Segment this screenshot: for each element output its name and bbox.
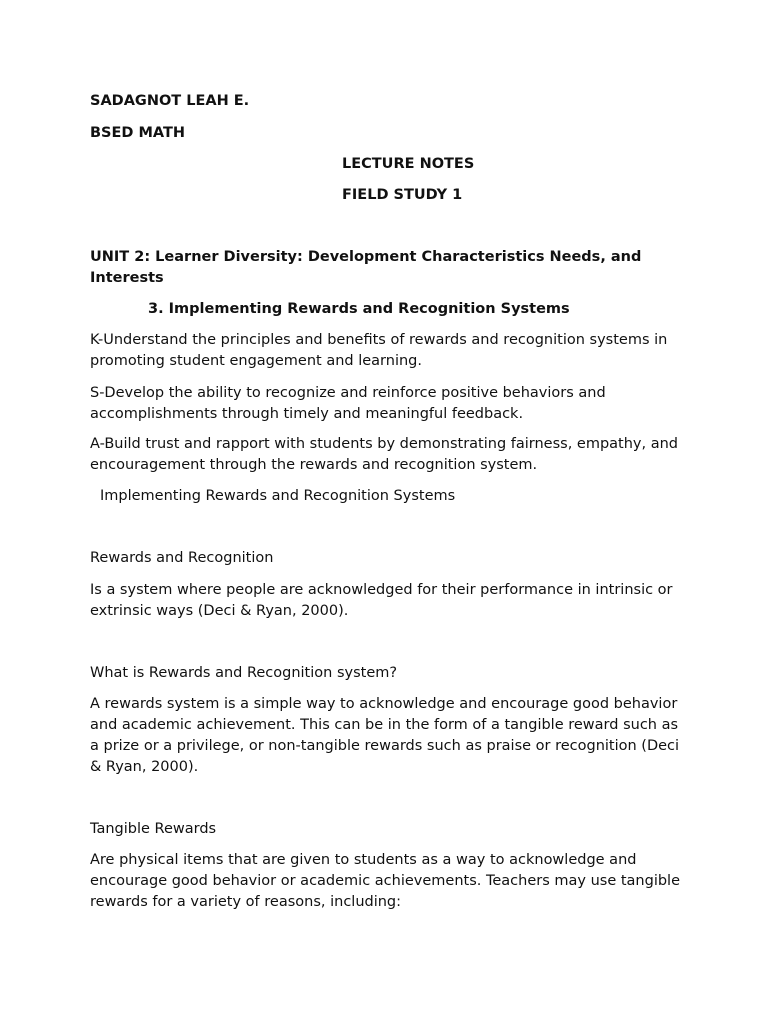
objective-knowledge: K-Understand the principles and benefits of rewards and recognition systems in promoting student engagement and learning. <box>90 332 668 369</box>
subject-title: FIELD STUDY 1 <box>342 187 463 203</box>
rewards-recognition-definition: Is a system where people are acknowledged for their performance in intrinsic or extrinsic ways (Deci & Ryan, 2000). <box>90 582 673 619</box>
tangible-rewards-definition: Are physical items that are given to students as a way to acknowledge and encourage good behavior or academic achievements. Teachers may use tangible rewards for a variety of reasons, including: <box>90 852 681 910</box>
objective-skill: S-Develop the ability to recognize and reinforce positive behaviors and accomplishments through timely and meaningful feedback. <box>90 385 606 422</box>
topic-heading: Implementing Rewards and Recognition Systems <box>100 488 456 504</box>
unit-title: UNIT 2: Learner Diversity: Development Characteristics Needs, and Interests <box>90 249 642 286</box>
document-type: LECTURE NOTES <box>342 156 475 172</box>
rewards-recognition-heading: Rewards and Recognition <box>90 550 274 566</box>
course-name: BSED MATH <box>90 125 186 141</box>
section-title: 3. Implementing Rewards and Recognition Systems <box>148 301 570 317</box>
tangible-rewards-heading: Tangible Rewards <box>90 821 217 837</box>
question-heading: What is Rewards and Recognition system? <box>90 665 398 681</box>
objective-attitude: A-Build trust and rapport with students by demonstrating fairness, empathy, and encouragement through the rewards and recognition system. <box>90 436 679 473</box>
author-name: SADAGNOT LEAH E. <box>90 93 250 109</box>
question-answer: A rewards system is a simple way to acknowledge and encourage good behavior and academic achievement. This can be in the form of a tangible reward such as a prize or a privilege, or non-tangible rewards such as praise or recognition (Deci & Ryan, 2000). <box>90 696 680 775</box>
